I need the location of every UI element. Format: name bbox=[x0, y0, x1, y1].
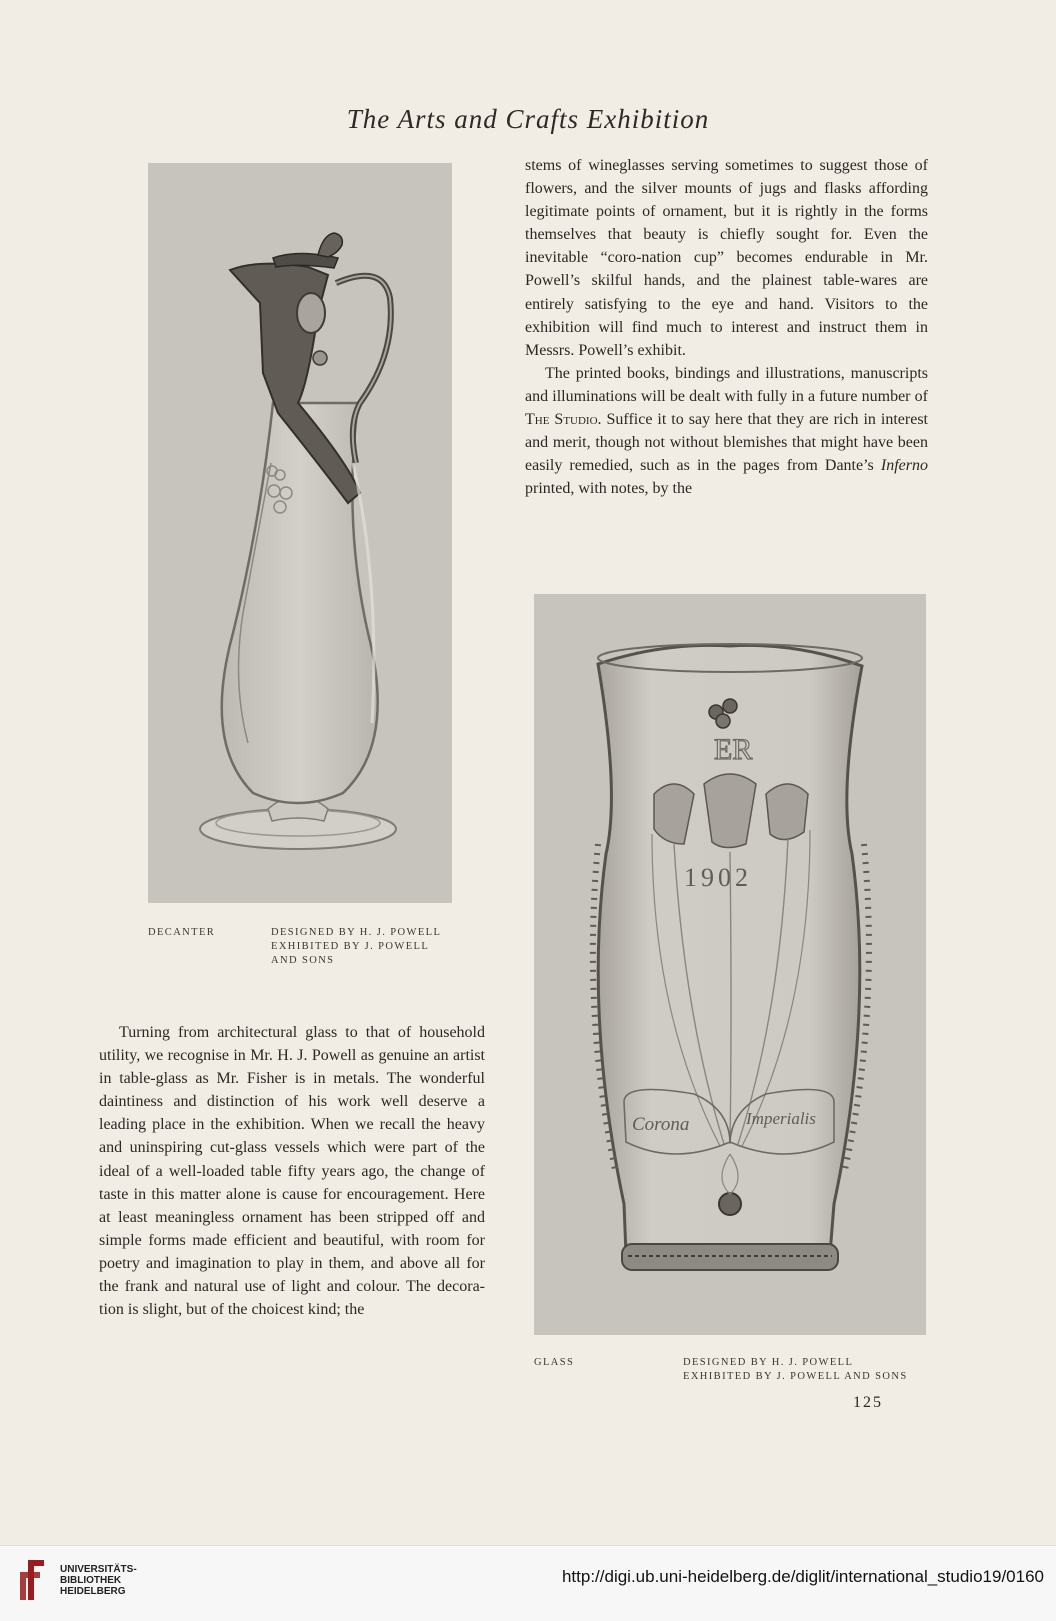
decanter-plate bbox=[148, 163, 452, 903]
glass-caption-credit bbox=[683, 1356, 908, 1384]
magazine-title: The Studio bbox=[525, 411, 598, 429]
left-column-text bbox=[99, 1021, 485, 1321]
decanter-illustration bbox=[148, 163, 452, 903]
running-title: The Arts and Crafts Exhibition bbox=[346, 104, 710, 134]
vase-word-right: Imperialis bbox=[746, 1109, 816, 1128]
page-number: 125 bbox=[853, 1394, 883, 1411]
paragraph bbox=[525, 362, 928, 501]
decanter-credit-line: DESIGNED BY H. J. POWELL bbox=[271, 927, 442, 938]
glass-credit-line: EXHIBITED BY J. POWELL AND SONS bbox=[683, 1371, 908, 1382]
paragraph: stems of wineglasses serving sometimes to suggest those of flowers, and the silver mounts of jugs and flasks affording legitimate points of ornament, but it is rightly in the forms themselves that beauty is chiefly sought for. Even the inevitable “coro-nation cup” becomes endurable in Mr. Powell’s skilful hands, and the plainest table-wares are entirely satisfying to the eye and hand. Visitors to the exhibition will find much to interest and instruct them in Messrs. Powell’s exhibit. bbox=[525, 157, 928, 359]
decanter-caption-label: DECANTER bbox=[148, 927, 216, 938]
glass-credit-line: DESIGNED BY H. J. POWELL bbox=[683, 1357, 854, 1368]
library-name-line: UNIVERSITÄTS- bbox=[60, 1564, 137, 1575]
vase-word-left: Corona bbox=[632, 1114, 690, 1135]
library-name-line: HEIDELBERG bbox=[60, 1586, 126, 1597]
vase-year: 1902 bbox=[684, 863, 752, 892]
text-run: . Suffice it to say here that they are rich in interest and merit, though not without blemishes that might have been easily remedied, such as in the pages from Dante’s bbox=[525, 411, 928, 475]
glass-caption-label: GLASS bbox=[534, 1357, 575, 1368]
text-run: The printed books, bindings and illustrations, manuscripts and illuminations will be dealt with fully in a future number of bbox=[525, 364, 928, 405]
library-name bbox=[60, 1564, 137, 1597]
decanter-caption-credit bbox=[271, 926, 441, 968]
glass-illustration bbox=[534, 594, 926, 1335]
glass-plate bbox=[534, 594, 926, 1335]
library-name-line: BIBLIOTHEK bbox=[60, 1575, 122, 1586]
paragraph: Turning from architectural glass to that of household utility, we recognise in Mr. H. J. Powell as genuine an artist in table-glass as Mr. Fisher is in metals. The wonderful daintiness and distinction of his work well deserve a leading place in the exhibition. When we recall the heavy and uninspiring cut-glass vessels which were part of the ideal of a well-loaded table fifty years ago, the change of taste in this matter alone is cause for encouragement. Here at least meaningless ornament has been stripped off and simple forms made efficient and beautiful, with room for poetry and imagination to play in them, and above all for the frank and natural use of light and colour. The decora-tion is slight, but of the choicest kind; the bbox=[99, 1024, 485, 1319]
decanter-credit-line: AND SONS bbox=[271, 955, 335, 966]
heidelberg-logo-icon bbox=[18, 1556, 50, 1609]
right-column-text bbox=[525, 154, 928, 500]
decanter-credit-line: EXHIBITED BY J. POWELL bbox=[271, 941, 430, 952]
permalink-url[interactable]: http://digi.ub.uni-heidelberg.de/diglit/international_studio19/0160 bbox=[561, 1567, 1044, 1586]
text-run: printed, with notes, by the bbox=[525, 480, 693, 498]
vase-monogram: ER bbox=[714, 733, 753, 766]
digitization-footer bbox=[0, 1545, 1056, 1621]
book-title: Inferno bbox=[880, 457, 928, 475]
